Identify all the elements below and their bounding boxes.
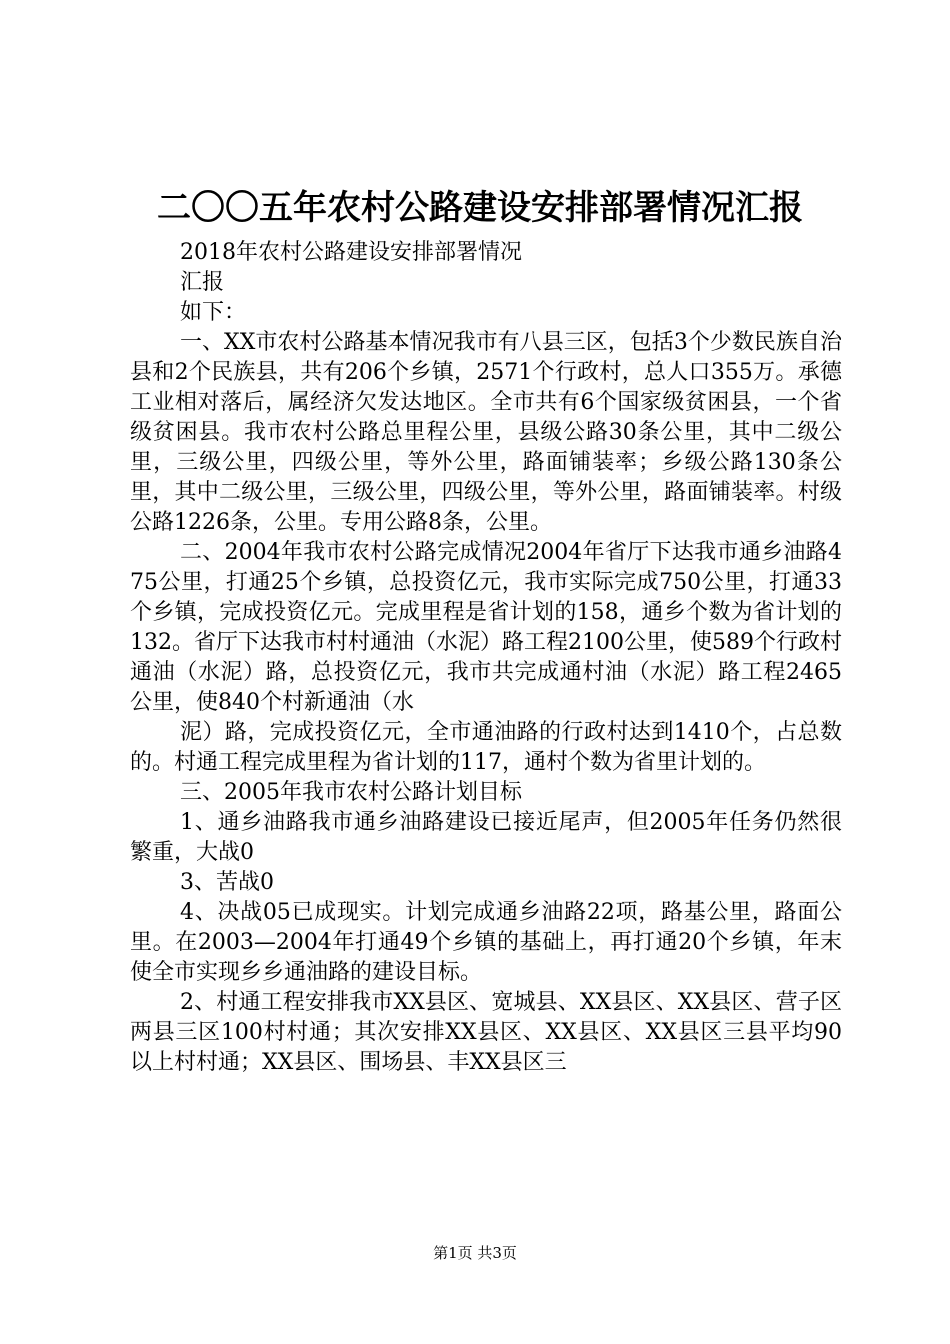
document-title: 二〇〇五年农村公路建设安排部署情况汇报 bbox=[157, 188, 803, 228]
paragraph: 一、XX市农村公路基本情况我市有八县三区，包括3个少数民族自治县和2个民族县，共有206个乡镇，2571个行政村，总人口355万。承德工业相对落后，属经济欠发达地区。全市共有6个国家级贫困县，一个省级贫困县。我市农村公路总里程公里，县级公路30条公里，其中二级公里，三级公里，四级公里，等外公里，路面铺装率；乡级公路130条公里，其中二级公里，三级公里，四级公里，等外公里，路面铺装率。村级公路1226条，公里。专用公路8条，公里。 bbox=[130, 330, 842, 535]
paragraph: 二、2004年我市农村公路完成情况2004年省厅下达我市通乡油路475公里，打通25个乡镇，总投资亿元，我市实际完成750公里，打通33个乡镇，完成投资亿元。完成里程是省计划的158，通乡个数为省计划的132。省厅下达我市村村通油（水泥）路工程2100公里，使589个行政村通油（水泥）路，总投资亿元，我市共完成通村油（水泥）路工程2465公里，使840个村新通油（水 bbox=[130, 540, 842, 715]
paragraph: 1、通乡油路我市通乡油路建设已接近尾声，但2005年任务仍然很繁重，大战0 bbox=[130, 810, 842, 865]
paragraph: 泥）路，完成投资亿元，全市通油路的行政村达到1410个，占总数的。村通工程完成里程为省计划的117，通村个数为省里计划的。 bbox=[130, 720, 842, 775]
paragraph: 汇报 bbox=[180, 270, 225, 295]
page-footer: 第1页 共3页 bbox=[433, 1244, 517, 1262]
paragraph: 如下： bbox=[180, 300, 247, 325]
paragraph: 3、苦战0 bbox=[180, 870, 274, 895]
paragraph: 2、村通工程安排我市XX县区、宽城县、XX县区、XX县区、营子区两县三区100村村通；其次安排XX县区、XX县区、XX县区三县平均90以上村村通；XX县区、围场县、丰XX县区三 bbox=[130, 990, 842, 1075]
paragraph: 三、2005年我市农村公路计划目标 bbox=[180, 780, 522, 805]
paragraph: 2018年农村公路建设安排部署情况 bbox=[180, 240, 522, 265]
document-body bbox=[130, 238, 842, 1078]
paragraph: 4、决战05已成现实。计划完成通乡油路22项，路基公里，路面公里。在2003—2004年打通49个乡镇的基础上，再打通20个乡镇，年末使全市实现乡乡通油路的建设目标。 bbox=[130, 900, 842, 985]
